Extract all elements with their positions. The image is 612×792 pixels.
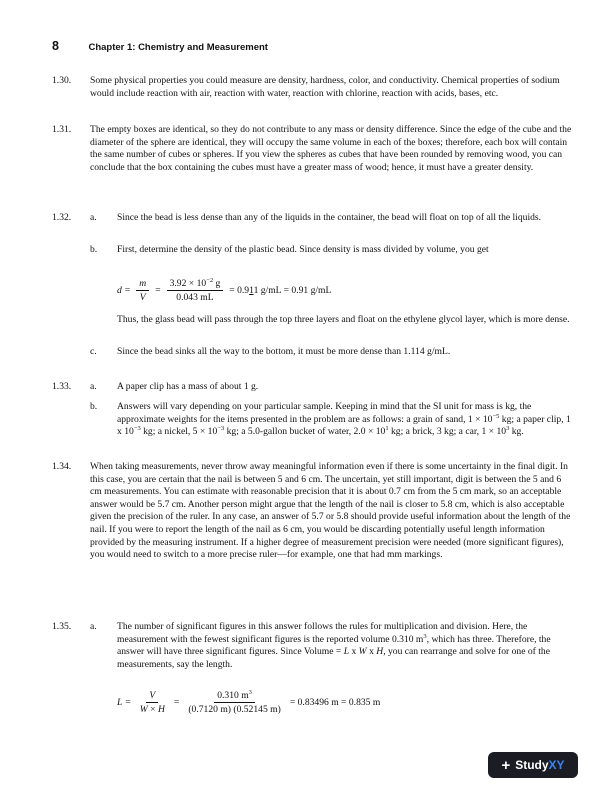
part-letter: b.	[90, 401, 98, 412]
part-text: Thus, the glass bead will pass through the top three layers and float on the ethylene glycol layer, which is more dense.	[117, 314, 570, 325]
eq-denominator: V	[139, 292, 146, 303]
problem-number: 1.35.	[52, 621, 72, 632]
eq-denominator: W × H	[139, 704, 165, 715]
part-letter: b.	[90, 244, 98, 255]
part-text: Since the bead sinks all the way to the bottom, it must be more dense than 1.114 g/mL.	[117, 346, 451, 357]
chapter-title: Chapter 1: Chemistry and Measurement	[88, 42, 268, 53]
studyxy-logo[interactable]	[488, 752, 578, 778]
logo-text: StudyXY	[515, 758, 565, 772]
fraction	[137, 690, 168, 715]
page-number: 8	[52, 39, 59, 53]
problem-text: When taking measurements, never throw away meaningful information even if there is some uncertainty in the final digit. In this case, you are certain that the nail is between 5 and 6 cm. The uncertain, yet still important, digit is between the 5 and 6 cm measurements. You can estimate with reasonable precision that it is about 0.7 cm from the 5 cm mark, so an acceptable answer would be 5.7 cm. Another person might argue that the length of the nail is closer to 5.8 cm, which is also acceptable given the precision of the ruler. In any case, an answer of 5.7 or 5.8 should provide useful information about the length of the nail. If you were to report the length of the nail as 6 cm, you would be discarding potentially useful length information provided by the measuring instrument. If a higher degree of measurement precision were needed (more significant figures), you would need to switch to a more precise ruler—for example, one that had mm markings.	[90, 461, 571, 561]
density-equation: d = $\frac{m}{V}$ = $\frac{3.92 \times 10^{-2} g}{0.043 mL}$ = 0.911 g/mL = 0.91 g/mL	[117, 277, 332, 303]
part-text: Since the bead is less dense than any of the liquids in the container, the bead will float on top of all the liquids.	[117, 212, 542, 223]
eq-denominator: 0.043 mL	[176, 292, 214, 303]
problem-text: The empty boxes are identical, so they do not contribute to any mass or density difference. Since the edge of the cube and the diameter of the sphere are identical, they will occupy the same volume in each of the boxes; therefore, each box will contain the same number of cubes or spheres. If you view the spheres as cubes that have been rounded by removing wood, you can conclude that the box containing the cubes must have a greater mass of wood; hence, it must have a greater density.	[90, 124, 572, 173]
eq-variable: d	[117, 285, 122, 296]
plus-icon: +	[501, 756, 511, 774]
problem-number: 1.30.	[52, 75, 72, 86]
part-text: First, determine the density of the plastic bead. Since density is mass divided by volume, you get	[117, 244, 489, 255]
length-equation: L = $\frac{V}{W \times H}$ = $\frac{0.310 m^3}{(0.7120 m) (0.52145 m)}$ = 0.83496 m = 0.835 m	[117, 689, 381, 715]
problem-number: 1.33.	[52, 381, 72, 392]
eq-numerator: V	[146, 690, 158, 703]
part-text: Answers will vary depending on your particular sample. Keeping in mind that the SI unit for mass is kg, the approximate weights for the items presented in the problem are as follows: a grain of sand, $1 \times 10^{-5}$ kg; a paper clip, 1 x $10^{-3}$ kg; a nickel, $5 \times 10^{-3}$ kg; a 5.0-gallon bucket of water, $2.0 \times 10^1$ kg; a brick, 3 kg; a car, $1 \times 10^3$ kg.	[117, 401, 571, 438]
part-letter: a.	[90, 621, 97, 632]
eq-result: = 0.911 g/mL = 0.91 g/mL	[229, 285, 332, 296]
eq-numerator: m	[136, 278, 149, 291]
part-letter: a.	[90, 212, 97, 223]
problem-number: 1.34.	[52, 461, 72, 472]
fraction	[167, 278, 224, 303]
fraction	[185, 690, 283, 715]
eq-variable: L	[117, 697, 123, 708]
part-letter: a.	[90, 381, 97, 392]
part-text: A paper clip has a mass of about 1 g.	[117, 381, 259, 392]
problem-text: Some physical properties you could measure are density, hardness, color, and conductivity. Chemical properties of sodium would include reaction with air, reaction with water, reaction with chlorine, reaction with acids, bases, etc.	[90, 75, 560, 99]
page-header	[52, 37, 268, 55]
part-letter: c.	[90, 346, 97, 357]
problem-number: 1.31.	[52, 124, 72, 135]
eq-result: = 0.83496 m = 0.835 m	[289, 697, 381, 708]
eq-denominator: (0.7120 m) (0.52145 m)	[188, 704, 281, 715]
problem-number: 1.32.	[52, 212, 72, 223]
eq-numerator: 0.310 $m^3$	[214, 690, 255, 703]
fraction	[136, 278, 149, 303]
eq-numerator: $3.92 \times 10^{-2}$ g	[167, 278, 224, 291]
part-text: The number of significant figures in this answer follows the rules for multiplication and division. Here, the measurement with the fewest significant figures is the reported volume 0.310 $m^3$, which has three. Therefore, the answer will have three significant figures. Since Volume = L x W x H, you can rearrange and solve for one of the measurements, say the length.	[117, 621, 551, 670]
